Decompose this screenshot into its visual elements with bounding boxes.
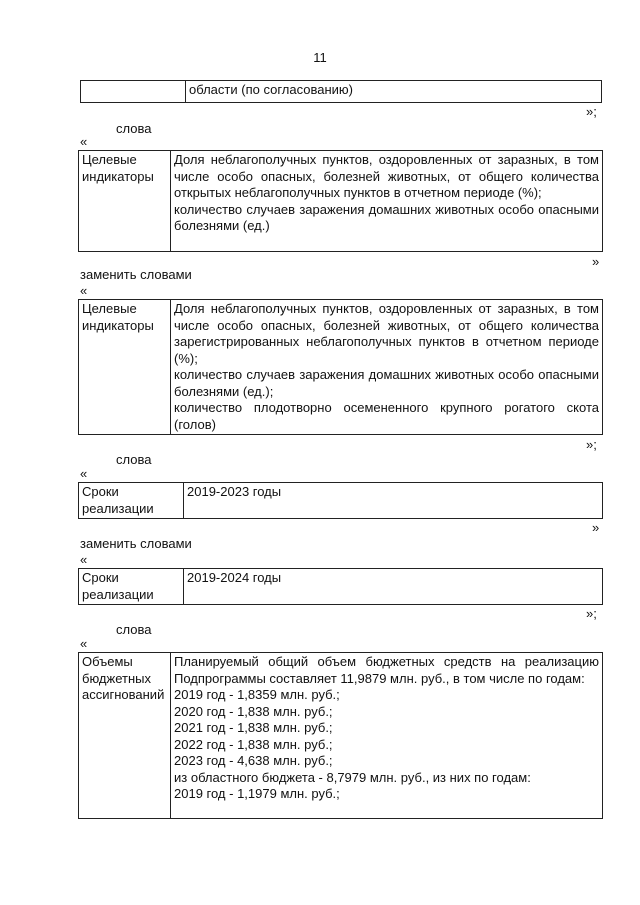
indicator-share-text: Доля неблагополучных пунктов, оздоровленных от заразных, в том числе особо опасных, болезней животных, от общего количества зарегистрированных неблагополучных пунктов в отчетном периоде (%);	[174, 301, 599, 366]
terms-label: Сроки реализации	[79, 483, 184, 519]
budget-regional-2019: 2019 год - 1,1979 млн. руб.;	[174, 786, 340, 801]
opening-quote-2: «	[80, 283, 88, 298]
table-budget	[78, 652, 603, 819]
budget-year-2020: 2020 год - 1,838 млн. руб.;	[174, 703, 333, 719]
table-target-indicators-old	[78, 150, 603, 252]
terms-label: Сроки реализации	[79, 569, 184, 605]
closing-quote-2: »	[592, 254, 600, 269]
budget-label: Объемы бюджетных ассигнований	[79, 653, 171, 819]
table-terms-new	[78, 568, 603, 605]
label-slova-2: слова	[116, 452, 152, 467]
budget-year-2019: 2019 год - 1,8359 млн. руб.;	[174, 687, 340, 702]
indicator-infection-text: количество случаев заражения домашних животных особо опасными болезнями (ед.);	[174, 367, 599, 399]
terms-value: 2019-2023 годы	[184, 483, 603, 519]
label-slova-1: слова	[116, 121, 152, 136]
terms-value: 2019-2024 годы	[184, 569, 603, 605]
top-table-right-cell: области (по согласованию)	[186, 81, 602, 103]
label-zamenit-2: заменить словами	[80, 536, 192, 551]
label-slova-3: слова	[116, 622, 152, 637]
budget-year-2021: 2021 год - 1,838 млн. руб.;	[174, 720, 333, 735]
label-zamenit-1: заменить словами	[80, 267, 192, 282]
opening-quote-4: «	[80, 552, 88, 567]
top-table	[80, 80, 602, 103]
indicator-share-text: Доля неблагополучных пунктов, оздоровленных от заразных, в том числе особо опасных, болезней животных, от общего количества открытых неблагополучных пунктов в отчетном периоде (%);	[174, 152, 599, 200]
closing-quote-4: »	[592, 520, 600, 535]
closing-quote-3: »;	[586, 437, 597, 452]
budget-intro: Планируемый общий объем бюджетных средств на реализацию Подпрограммы составляет 11,9879 млн. руб., в том числе по годам:	[174, 654, 599, 686]
table-terms-old	[78, 482, 603, 519]
table-target-indicators-new	[78, 299, 603, 435]
budget-text	[171, 653, 603, 819]
closing-quote-1: »;	[586, 104, 597, 119]
opening-quote-5: «	[80, 636, 88, 651]
opening-quote-3: «	[80, 466, 88, 481]
target-indicators-text	[171, 300, 603, 435]
target-indicators-text	[171, 151, 603, 252]
budget-regional: из областного бюджета - 8,7979 млн. руб., из них по годам:	[174, 769, 531, 785]
budget-year-2022: 2022 год - 1,838 млн. руб.;	[174, 736, 333, 752]
opening-quote-1: «	[80, 134, 88, 149]
top-table-left-cell	[81, 81, 186, 103]
indicator-insemination-text: количество плодотворно осемененного крупного рогатого скота (голов)	[174, 400, 599, 432]
closing-quote-5: »;	[586, 606, 597, 621]
page-number: 11	[313, 50, 327, 65]
target-indicators-label: Целевые индикаторы	[79, 300, 171, 435]
budget-year-2023: 2023 год - 4,638 млн. руб.;	[174, 753, 333, 768]
indicator-infection-text: количество случаев заражения домашних животных особо опасными болезнями (ед.)	[174, 201, 599, 233]
target-indicators-label: Целевые индикаторы	[79, 151, 171, 252]
